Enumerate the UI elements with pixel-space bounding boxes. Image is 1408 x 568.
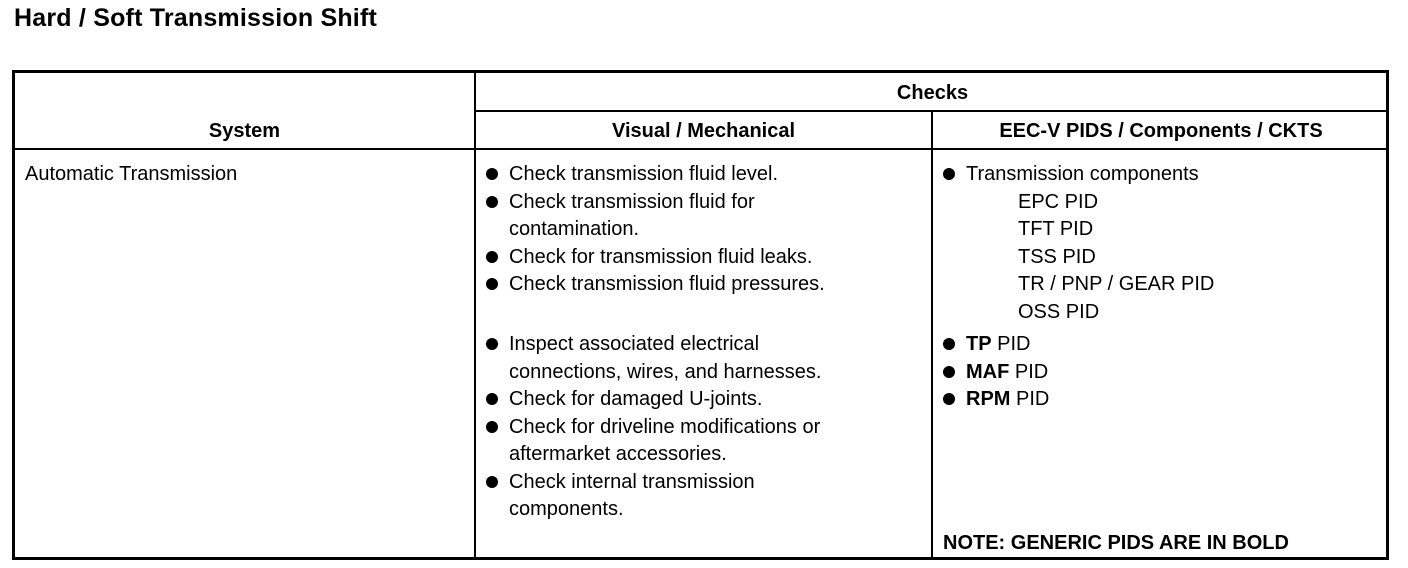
bullet-icon [486, 278, 498, 290]
sub-pid-item: TR / PNP / GEAR PID [1018, 273, 1215, 295]
list-item: Check transmission fluid level. [486, 161, 825, 189]
list-item: Check transmission fluid for contamination. [486, 189, 825, 244]
column-divider-visual [931, 112, 933, 557]
sub-pid-item: EPC PID [1018, 190, 1099, 213]
bullet-icon [486, 476, 498, 488]
bullet-icon [943, 366, 955, 378]
list-item: MAF PID [943, 359, 1049, 387]
list-item: Check transmission fluid pressures. [486, 271, 825, 299]
bullet-icon [486, 338, 498, 350]
bullet-icon [486, 196, 498, 208]
visual-checks-list-2 [486, 331, 821, 524]
header-system: System [208, 120, 281, 142]
header-divider-checks [474, 110, 1389, 112]
sub-pid-item: OSS PID [1018, 300, 1100, 323]
list-item: Transmission components [943, 161, 1214, 189]
system-cell: Automatic Transmission [25, 163, 238, 185]
list-item: Check for driveline modifications or aftermarket accessories. [486, 414, 821, 469]
eec-components-list [943, 161, 1214, 326]
eec-generic-pids-list [943, 331, 1049, 414]
header-eec-v: EEC-V PIDS / Components / CKTS [999, 120, 1323, 142]
sub-pid-item: TSS PID [1018, 245, 1096, 268]
bullet-icon [486, 168, 498, 180]
list-item: Check internal transmission components. [486, 469, 821, 524]
sub-pid-item: TFT PID [1018, 218, 1094, 240]
visual-checks-list-1 [486, 161, 825, 299]
page-title: Hard / Soft Transmission Shift [14, 4, 377, 32]
column-divider-system [474, 73, 476, 557]
generic-pids-note: NOTE: GENERIC PIDS ARE IN BOLD [943, 532, 1289, 554]
bullet-icon [943, 338, 955, 350]
bullet-icon [943, 168, 955, 180]
bullet-icon [486, 393, 498, 405]
bullet-icon [486, 251, 498, 263]
checks-table [12, 70, 1389, 560]
list-item: Inspect associated electrical connections, wires, and harnesses. [486, 331, 821, 386]
header-visual-mechanical: Visual / Mechanical [611, 120, 796, 142]
list-item: Check for damaged U-joints. [486, 386, 821, 414]
list-item: RPM PID [943, 386, 1049, 414]
list-item: Check for transmission fluid leaks. [486, 244, 825, 272]
header-divider-bottom [15, 148, 1386, 150]
list-item: TP PID [943, 331, 1049, 359]
bullet-icon [486, 421, 498, 433]
bullet-icon [943, 393, 955, 405]
header-checks: Checks [896, 82, 969, 104]
